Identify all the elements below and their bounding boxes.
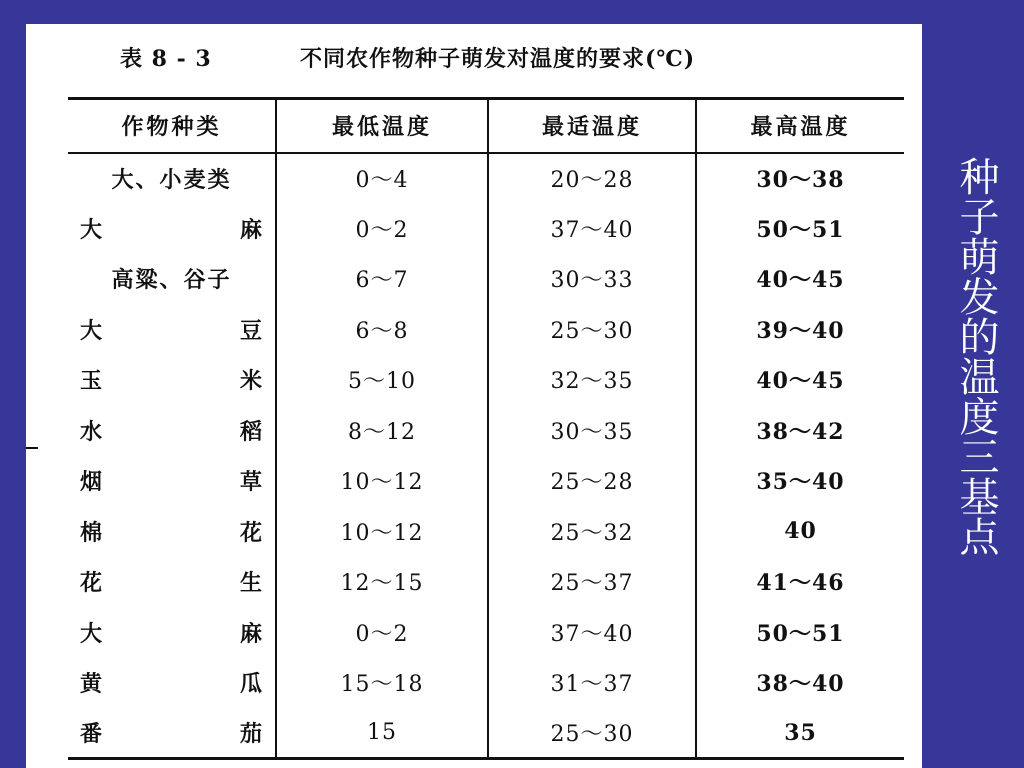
max-temp-cell: 50～51 xyxy=(696,203,904,254)
table-row xyxy=(68,405,904,456)
crop-name-second-char: 麻 xyxy=(239,620,263,647)
max-temp-cell: 41～46 xyxy=(696,557,904,608)
table-row xyxy=(68,153,904,204)
opt-temp-cell: 25～32 xyxy=(488,506,696,557)
opt-temp-cell: 31～37 xyxy=(488,658,696,709)
margin-mark xyxy=(26,447,38,449)
min-temp-cell: 0～2 xyxy=(276,607,488,658)
min-temp-cell: 10～12 xyxy=(276,506,488,557)
opt-temp-cell: 30～35 xyxy=(488,405,696,456)
header-max-temp: 最高温度 xyxy=(696,99,904,153)
table-row xyxy=(68,607,904,658)
table-row xyxy=(68,708,904,759)
crop-name-first-char: 黄 xyxy=(80,671,104,698)
max-temp-cell: 40～45 xyxy=(696,254,904,305)
crop-name-cell xyxy=(68,607,276,658)
max-temp-cell: 30～38 xyxy=(696,153,904,204)
crop-name-second-char: 花 xyxy=(239,519,263,546)
crop-name-first-char: 烟 xyxy=(80,469,104,496)
crop-name-cell xyxy=(68,708,276,759)
opt-temp-cell: 25～28 xyxy=(488,456,696,507)
max-temp-cell: 38～42 xyxy=(696,405,904,456)
crop-name-cell xyxy=(68,405,276,456)
min-temp-cell: 15～18 xyxy=(276,658,488,709)
crop-name-first-char: 花 xyxy=(80,570,104,597)
opt-temp-cell: 25～37 xyxy=(488,557,696,608)
crop-name-second-char: 米 xyxy=(239,368,263,395)
min-temp-cell: 12～15 xyxy=(276,557,488,608)
crop-name-cell xyxy=(68,456,276,507)
crop-name-cell xyxy=(68,304,276,355)
crop-name-second-char: 麻 xyxy=(239,216,263,243)
crop-name-cell xyxy=(68,203,276,254)
opt-temp-cell: 37～40 xyxy=(488,607,696,658)
crop-name-second-char: 稻 xyxy=(239,418,263,445)
table-row xyxy=(68,355,904,406)
opt-temp-cell: 32～35 xyxy=(488,355,696,406)
crop-name-second-char: 豆 xyxy=(239,317,263,344)
min-temp-cell: 6～7 xyxy=(276,254,488,305)
crop-name-first-char: 水 xyxy=(80,418,104,445)
table-body xyxy=(68,153,904,759)
table-row xyxy=(68,254,904,305)
opt-temp-cell: 25～30 xyxy=(488,708,696,759)
min-temp-cell: 10～12 xyxy=(276,456,488,507)
max-temp-cell: 38～40 xyxy=(696,658,904,709)
crop-name-second-char: 瓜 xyxy=(239,671,263,698)
crop-name-cell xyxy=(68,557,276,608)
crop-name-cell xyxy=(68,254,276,305)
min-temp-cell: 0～4 xyxy=(276,153,488,204)
min-temp-cell: 5～10 xyxy=(276,355,488,406)
min-temp-cell: 0～2 xyxy=(276,203,488,254)
table-header-row xyxy=(68,99,904,153)
crop-name: 高粱、谷子 xyxy=(111,267,232,294)
crop-name-cell xyxy=(68,153,276,204)
header-crop-type: 作物种类 xyxy=(68,99,276,153)
max-temp-cell: 40～45 xyxy=(696,355,904,406)
table-number: 表 8 - 3 xyxy=(120,46,212,72)
opt-temp-cell: 25～30 xyxy=(488,304,696,355)
crop-name-first-char: 大 xyxy=(80,620,104,647)
max-temp-cell: 35 xyxy=(696,708,904,759)
max-temp-cell: 50～51 xyxy=(696,607,904,658)
crop-name-second-char: 草 xyxy=(239,469,263,496)
side-title: 种子萌发的温度三基点 xyxy=(953,156,999,556)
opt-temp-cell: 30～33 xyxy=(488,254,696,305)
table-row xyxy=(68,506,904,557)
table-row xyxy=(68,658,904,709)
table-row xyxy=(68,203,904,254)
max-temp-cell: 40 xyxy=(696,506,904,557)
header-min-temp: 最低温度 xyxy=(276,99,488,153)
crop-name-cell xyxy=(68,355,276,406)
crop-name: 大、小麦类 xyxy=(111,166,232,193)
min-temp-cell: 15 xyxy=(276,708,488,759)
table-row xyxy=(68,456,904,507)
crop-name-first-char: 番 xyxy=(80,721,104,747)
crop-name-first-char: 大 xyxy=(80,317,104,344)
crop-name-cell xyxy=(68,658,276,709)
crop-name-first-char: 棉 xyxy=(80,519,104,546)
table-caption xyxy=(120,42,695,78)
temperature-table xyxy=(68,97,904,760)
table-row xyxy=(68,557,904,608)
crop-name-second-char: 茄 xyxy=(239,721,263,747)
header-opt-temp: 最适温度 xyxy=(488,99,696,153)
max-temp-cell: 35～40 xyxy=(696,456,904,507)
min-temp-cell: 6～8 xyxy=(276,304,488,355)
min-temp-cell: 8～12 xyxy=(276,405,488,456)
crop-name-cell xyxy=(68,506,276,557)
max-temp-cell: 39～40 xyxy=(696,304,904,355)
opt-temp-cell: 20～28 xyxy=(488,153,696,204)
table-row xyxy=(68,304,904,355)
table-title: 不同农作物种子萌发对温度的要求(℃) xyxy=(300,46,696,72)
crop-name-first-char: 大 xyxy=(80,216,104,243)
crop-name-first-char: 玉 xyxy=(80,368,104,395)
opt-temp-cell: 37～40 xyxy=(488,203,696,254)
crop-name-second-char: 生 xyxy=(239,570,263,597)
